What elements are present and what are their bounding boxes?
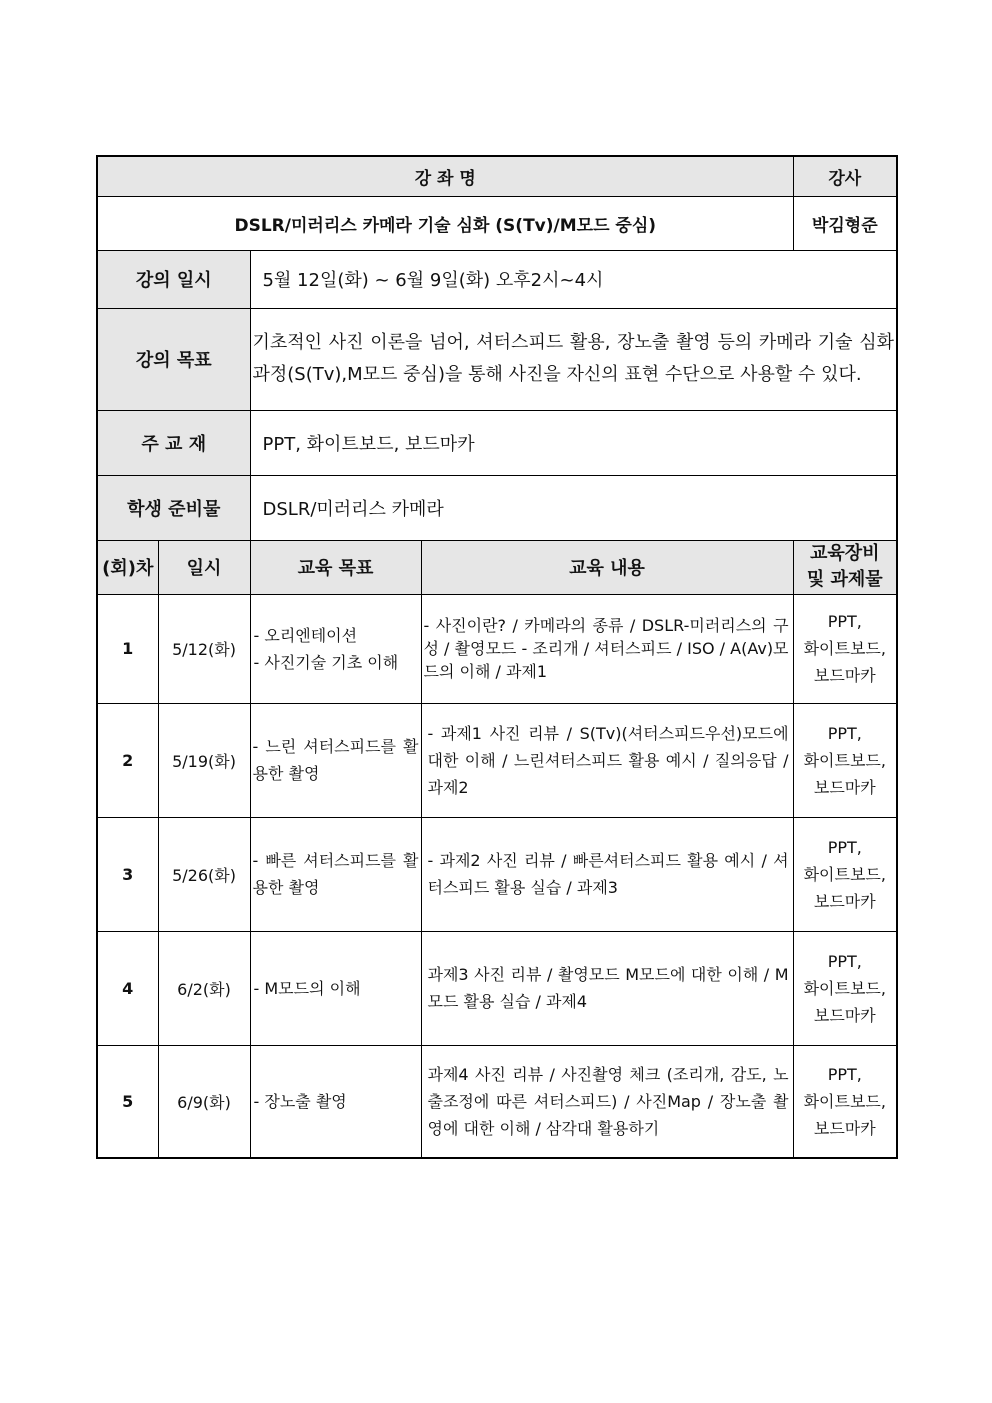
instructor-header: 강사 [793,156,897,196]
session-goal [250,594,421,703]
goal-value: 기초적인 사진 이론을 넘어, 셔터스피드 활용, 장노출 촬영 등의 카메라 기술 심화 과정(S(Tv),M모드 중심)을 통해 사진을 자신의 표현 수단으로 사용할 수 있다. [252,332,895,385]
table-row [97,703,897,817]
equip-line3: 보드마카 [813,891,876,911]
session-number: 1 [97,594,158,703]
textbook-info-row [97,410,897,475]
session-date: 6/2(화) [158,931,250,1045]
session-equipment [793,703,897,817]
course-name: DSLR/미러리스 카메라 기술 심화 (S(Tv)/M모드 중심) [97,196,793,250]
goal-info-row [97,308,897,410]
session-goal: - 느린 셔터스피드를 활용한 촬영 [252,737,419,783]
session-number: 3 [97,817,158,931]
session-date: 5/26(화) [158,817,250,931]
schedule-info-row [97,250,897,308]
session-content-cell [421,931,793,1045]
course-document [96,155,896,1159]
textbook-value: PPT, 화이트보드, 보드마카 [250,410,897,475]
session-number: 4 [97,931,158,1045]
textbook-label: 주 교 재 [97,410,250,475]
session-goal: - 장노출 촬영 [250,1045,421,1158]
table-row [97,931,897,1045]
prep-label: 학생 준비물 [97,475,250,540]
table-row [97,594,897,703]
prep-value: DSLR/미러리스 카메라 [250,475,897,540]
session-content-cell [421,594,793,703]
equip-line3: 보드마카 [813,1005,876,1025]
session-date: 5/19(화) [158,703,250,817]
session-goal-line1: - 오리엔테이션 [253,625,358,645]
session-content: 과제3 사진 리뷰 / 촬영모드 M모드에 대한 이해 / M모드 활용 실습 / 과제4 [427,965,789,1011]
session-content-cell [421,1045,793,1158]
session-date: 6/9(화) [158,1045,250,1158]
goal-value-cell [250,308,897,410]
schedule-header-row [97,540,897,594]
equip-line3: 보드마카 [813,666,876,685]
schedule-label: 강의 일시 [97,250,250,308]
date-header: 일시 [158,540,250,594]
session-content: 과제4 사진 리뷰 / 사진촬영 체크 (조리개, 감도, 노출조정에 따른 셔터스피드) / 사진Map / 장노출 촬영에 대한 이해 / 삼각대 활용하기 [427,1064,789,1138]
equip-line1: PPT, [827,612,862,631]
equip-line2: 화이트보드, [803,864,886,884]
session-content: - 과제1 사진 리뷰 / S(Tv)(셔터스피드우선)모드에 대한 이해 / 느린셔터스피드 활용 예시 / 질의응답 / 과제2 [427,723,789,797]
session-goal: - M모드의 이해 [250,931,421,1045]
equip-line3: 보드마카 [813,1118,876,1138]
session-number: 2 [97,703,158,817]
session-equipment [793,1045,897,1158]
equip-header-line2: 및 과제물 [806,569,883,590]
equip-line2: 화이트보드, [803,639,886,658]
equip-line1: PPT, [827,951,862,971]
session-content: - 사진이란? / 카메라의 종류 / DSLR-미러리스의 구성 / 촬영모드 - 조리개 / 셔터스피드 / ISO / A(Av)모드의 이해 / 과제1 [423,616,789,681]
session-content: - 과제2 사진 리뷰 / 빠른셔터스피드 활용 예시 / 셔터스피드 활용 실습 / 과제3 [427,851,789,897]
table-row [97,817,897,931]
goal-label: 강의 목표 [97,308,250,410]
session-content-cell [421,817,793,931]
course-name-row [97,196,897,250]
session-number: 5 [97,1045,158,1158]
equip-line2: 화이트보드, [803,750,886,770]
table-row [97,1045,897,1158]
equip-header [793,540,897,594]
goal-header: 교육 목표 [250,540,421,594]
session-goal: - 빠른 셔터스피드를 활용한 촬영 [252,851,419,897]
session-header: (회)차 [97,540,158,594]
content-header: 교육 내용 [421,540,793,594]
course-header-row [97,156,897,196]
equip-line2: 화이트보드, [803,978,886,998]
session-equipment [793,594,897,703]
session-date: 5/12(화) [158,594,250,703]
session-goal-cell [250,817,421,931]
course-name-header: 강 좌 명 [97,156,793,196]
schedule-value: 5월 12일(화) ~ 6월 9일(화) 오후2시~4시 [250,250,897,308]
equip-line1: PPT, [827,1064,862,1084]
session-equipment [793,931,897,1045]
instructor-name: 박김형준 [793,196,897,250]
session-goal-line2: - 사진기술 기초 이해 [253,652,399,672]
equip-header-line1: 교육장비 [810,543,880,564]
equip-line3: 보드마카 [813,777,876,797]
session-equipment [793,817,897,931]
prep-info-row [97,475,897,540]
session-goal-cell [250,703,421,817]
equip-line1: PPT, [827,723,862,743]
equip-line2: 화이트보드, [803,1091,886,1111]
course-info-table [96,155,898,1159]
equip-line1: PPT, [827,837,862,857]
session-content-cell [421,703,793,817]
